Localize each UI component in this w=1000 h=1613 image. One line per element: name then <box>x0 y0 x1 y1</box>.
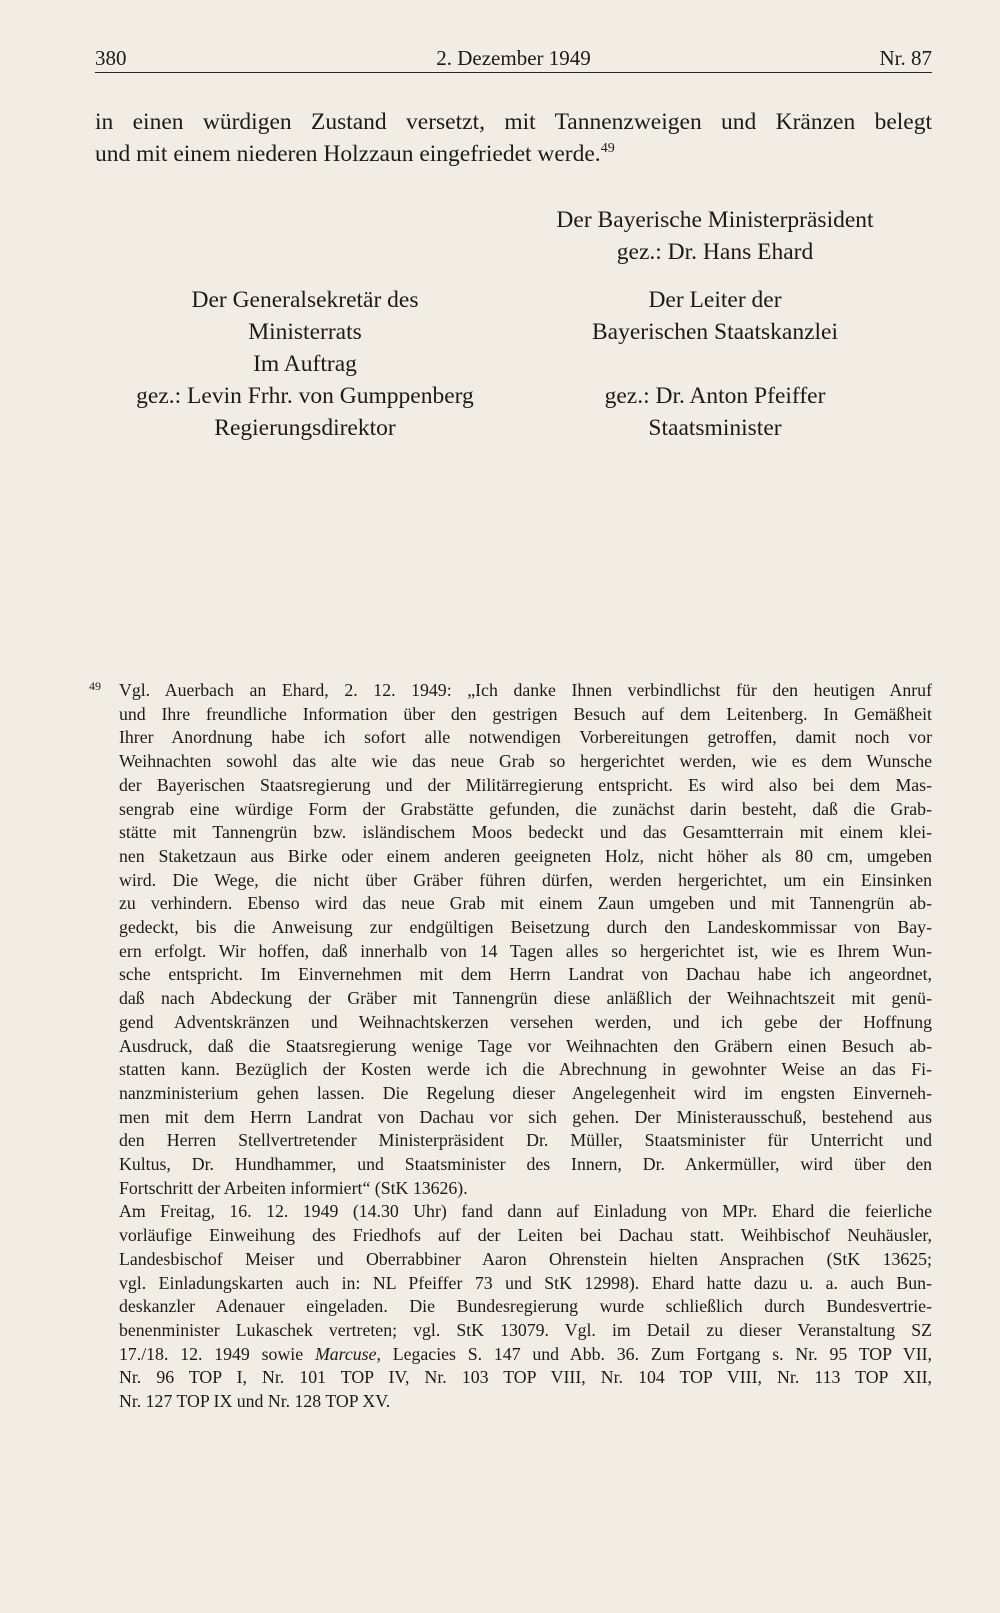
footnote-line: Weihnachten sowohl das alte wie das neue Grab so hergerichtet werden, wie es dem Wunsche <box>119 751 932 772</box>
body-line: in einen würdigen Zustand versetzt, mit Tannenzweigen und Kränzen belegt <box>95 109 932 135</box>
footnote-line: wird. Die Wege, die nicht über Gräber führen dürfen, werden hergerichtet, um ein Einsinken <box>119 869 932 890</box>
footnote-line <box>119 1343 932 1367</box>
footnote-line: vorläufige Einweihung des Friedhofs auf der Leiten bei Dachau statt. Weihbischof Neuhäusler, <box>119 1225 932 1246</box>
signature-state-chancellery <box>555 284 875 444</box>
header-rule <box>95 72 932 73</box>
footnote-line: ern erfolgt. Wir hoffen, daß innerhalb von 14 Tagen alles so hergerichtet ist, wie es Ihrem Wun- <box>119 940 932 961</box>
running-head <box>95 44 932 72</box>
signature-title: Der Bayerische Ministerpräsident <box>556 207 874 233</box>
signature-rank: Staatsminister <box>648 415 782 441</box>
footnote-line: Fortschritt der Arbeiten informiert“ (StK 13626). <box>119 1177 468 1198</box>
footnote-line: Am Freitag, 16. 12. 1949 (14.30 Uhr) fand dann auf Einladung von MPr. Ehard die feierliche <box>119 1201 932 1222</box>
footnote-line-text: , Legacies S. 147 und Abb. 36. Zum Fortgang s. Nr. 95 TOP VII, <box>376 1343 932 1364</box>
footnote-line: nanzministerium gehen lassen. Die Regelung dieser Angelegenheit wird im engsten Einverneh- <box>119 1082 932 1103</box>
signature-name: gez.: Dr. Hans Ehard <box>616 239 814 265</box>
signature-rank: Regierungsdirektor <box>214 415 396 441</box>
signature-name: gez.: Levin Frhr. von Gumppenberg <box>136 383 474 409</box>
signature-note: Im Auftrag <box>253 351 357 377</box>
footnote-line: men mit dem Herrn Landrat von Dachau vor sich gehen. Der Ministerausschuß, bestehend aus <box>119 1106 932 1127</box>
signature-title: Bayerischen Staatskanzlei <box>591 319 838 345</box>
footnote-line: der Bayerischen Staatsregierung und der Militärregierung entspricht. Es wird also bei dem Mas- <box>119 774 932 795</box>
footnote-line: gend Adventskränzen und Weihnachtskerzen versehen werden, und ich gebe der Hoffnung <box>119 1011 932 1032</box>
signature-title: Der Leiter der <box>648 287 782 313</box>
signature-general-secretary <box>95 284 515 444</box>
footnote-line: Kultus, Dr. Hundhammer, und Staatsminister des Innern, Dr. Ankermüller, wird über den <box>119 1154 932 1175</box>
signature-minister-president <box>525 204 905 268</box>
page-number: 380 <box>95 46 127 70</box>
signature-title: Ministerrats <box>248 319 362 345</box>
footnote-number: 49 <box>89 679 101 693</box>
footnote-line: deskanzler Adenauer eingeladen. Die Bundesregierung wurde schließlich durch Bundesvertrie- <box>119 1296 932 1317</box>
footnote-line: Landesbischof Meiser und Oberrabbiner Aaron Ohrenstein hielten Ansprachen (StK 13625; <box>119 1248 932 1269</box>
footnote-49 <box>89 679 932 1414</box>
footnote-line: Vgl. Auerbach an Ehard, 2. 12. 1949: „Ich danke Ihnen verbindlichst für den heutigen Anruf <box>119 680 932 700</box>
signature-title: Der Generalsekretär des <box>191 287 419 313</box>
footnote-line: benenminister Lukaschek vertreten; vgl. StK 13079. Vgl. im Detail zu dieser Veranstaltung SZ <box>119 1319 932 1340</box>
footnote-line: den Herren Stellvertretender Ministerpräsident Dr. Müller, Staatsminister für Unterricht und <box>119 1130 932 1151</box>
footnote-line: zu verhindern. Ebenso wird das neue Grab mit einem Zaun umgeben und mit Tannengrün ab- <box>119 893 932 914</box>
footnote-italic-author: Marcuse <box>314 1343 377 1364</box>
footnote-line: Ausdruck, daß die Staatsregierung wenige Tage vor Weihnachten den Gräbern einen Besuch ab- <box>119 1035 932 1056</box>
footnote-line: daß nach Abdeckung der Gräber mit Tannengrün diese anläßlich der Weihnachtszeit mit genü- <box>119 988 932 1009</box>
footnote-line: sengrab eine würdige Form der Grabstätte gefunden, die zunächst darin besteht, daß die Grab- <box>119 798 932 819</box>
footnote-line: stätte mit Tannengrün bzw. isländischem Moos bedeckt und das Gesamtterrain mit einem klei- <box>119 822 932 843</box>
signature-spacer <box>555 348 875 380</box>
body-line-text: und mit einem niederen Holzzaun eingefriedet werde. <box>95 141 601 167</box>
footnote-line-text: 17./18. 12. 1949 sowie <box>119 1343 315 1364</box>
footnote-line: nen Staketzaun aus Birke oder einem anderen geeigneten Holz, nicht höher als 80 cm, umgeben <box>119 845 932 866</box>
protocol-number: Nr. 87 <box>879 46 932 70</box>
footnote-line: gedeckt, bis die Anweisung zur endgültigen Beisetzung durch den Landeskommissar von Bay- <box>119 917 932 938</box>
footnote-line: Nr. 96 TOP I, Nr. 101 TOP IV, Nr. 103 TOP VIII, Nr. 104 TOP VIII, Nr. 113 TOP XII, <box>119 1367 932 1388</box>
header-date: 2. Dezember 1949 <box>436 46 591 70</box>
footnote-line: sche entspricht. Im Einvernehmen mit dem Herrn Landrat von Dachau habe ich angeordnet, <box>119 964 932 985</box>
footnote-line: vgl. Einladungskarten auch in: NL Pfeiffer 73 und StK 12998). Ehard hatte dazu u. a. auch Bun- <box>119 1272 932 1293</box>
footnote-line: Ihrer Anordnung habe ich sofort alle notwendigen Vorbereitungen getroffen, damit noch vor <box>119 727 932 748</box>
footnote-line: und Ihre freundliche Information über den gestrigen Besuch auf dem Leitenberg. In Gemäßheit <box>119 703 932 724</box>
footnote-reference: 49 <box>600 141 615 156</box>
signature-name: gez.: Dr. Anton Pfeiffer <box>604 383 826 409</box>
body-line <box>95 138 932 170</box>
body-paragraph <box>95 106 932 170</box>
footnote-line: Nr. 127 TOP IX und Nr. 128 TOP XV. <box>119 1391 391 1412</box>
footnote-line: statten kann. Bezüglich der Kosten werde ich die Abrechnung in gewohnter Weise an das Fi- <box>119 1059 932 1080</box>
